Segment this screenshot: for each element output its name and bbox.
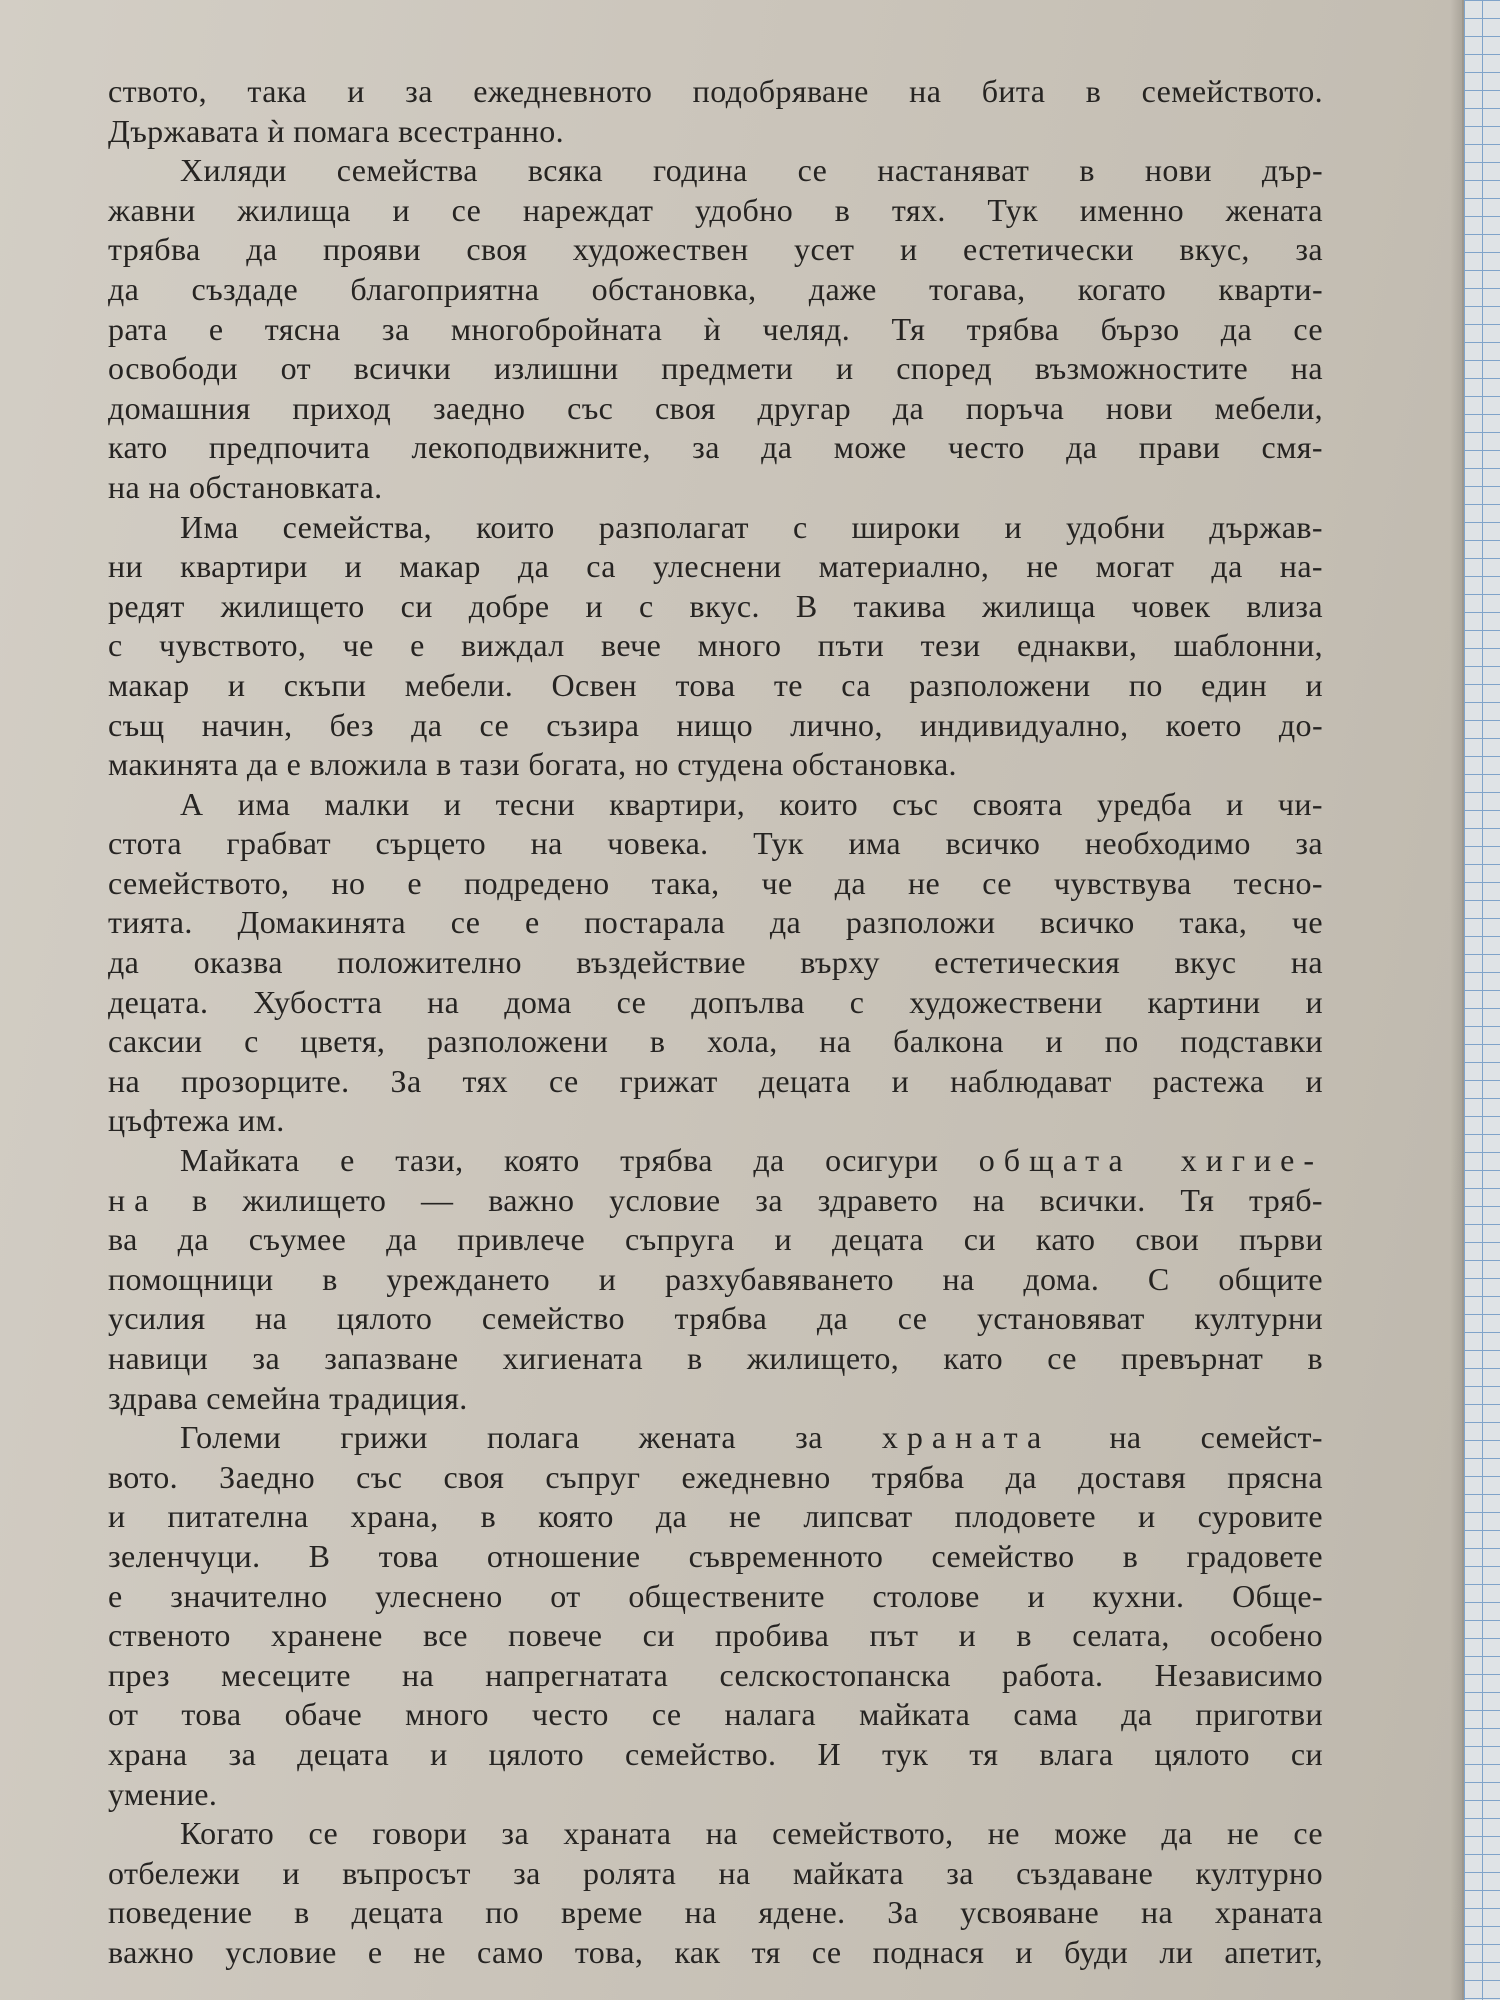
text-line: зеленчуци. В това отношение съвременното семейство в градовете (108, 1537, 1323, 1574)
text-line: стота грабват сърцето на човека. Тук има всичко необходимо за (108, 825, 1323, 862)
text-line: тията. Домакинята се е постарала да разположи всичко така, че (108, 904, 1323, 941)
text-line: важно условие е не само това, как тя се поднася и буди ли апетит, (108, 1933, 1323, 1970)
text-line: навици за запазване хигиената в жилището, като се превърнат в (108, 1340, 1323, 1376)
text-line: ва да съумее да привлече съпруга и децата си като свои първи (108, 1221, 1323, 1258)
text-line: умение. (108, 1775, 218, 1812)
emphasized-text: общата хигие- (978, 1142, 1324, 1179)
text-line: Има семейства, които разполагат с широки и удобни държав- (180, 508, 1323, 545)
text-line: трябва да прояви своя художествен усет и естетически вкус, за (108, 231, 1323, 268)
emphasized-text: на (108, 1181, 158, 1218)
text-line: ни квартири и макар да са улеснени материално, не могат да на- (108, 548, 1323, 585)
text-line: макар и скъпи мебели. Освен това те са разположени по един и (108, 666, 1323, 703)
text-line: децата. Хубостта на дома се допълва с художествени картини и (108, 983, 1323, 1020)
text-line: да оказва положително въздействие върху естетическия вкус на (108, 944, 1323, 981)
text-line: усилия на цялото семейство трябва да се установяват културни (108, 1300, 1323, 1337)
text-line: поведение в децата по време на ядене. За усвояване на храната (108, 1894, 1323, 1931)
text-line: като предпочита лекоподвижните, за да може често да прави смя- (108, 429, 1323, 466)
book-page-text (108, 72, 1323, 1973)
emphasized-text: храната (881, 1419, 1051, 1456)
text-line: семейството, но е подредено така, че да не се чувствува тесно- (108, 864, 1323, 901)
text-line: ственото хранене все повече си пробива път и в селата, особено (108, 1617, 1323, 1654)
text-line: ството, така и за ежедневното подобряване на бита в семейството. (108, 73, 1323, 109)
text-line: вото. Заедно със своя съпруг ежедневно трябва да доставя прясна (108, 1458, 1323, 1495)
text-line: жавни жилища и се нареждат удобно в тях. Тук именно жената (108, 191, 1323, 228)
text-line: здрава семейна традиция. (108, 1379, 468, 1416)
grid-paper-background (1462, 0, 1500, 2000)
text-line (108, 1181, 1323, 1221)
text-line: освободи от всички излишни предмети и според възможностите на (108, 350, 1323, 387)
text-segment: в жилището — важно условие за здравето на всички. Тя тряб- (157, 1181, 1323, 1218)
text-line: цъфтежа им. (108, 1102, 285, 1139)
text-line: домашния приход заедно със своя другар да поръча нови мебели, (108, 389, 1323, 426)
text-segment: Големи грижи полага жената за (180, 1419, 882, 1456)
text-line: същ начин, без да се съзира нищо лично, индивидуално, което до- (108, 706, 1323, 743)
text-line: Държавата ѝ помага всестранно. (108, 112, 565, 149)
text-line: саксии с цветя, разположени в хола, на балкона и по подставки (108, 1023, 1323, 1060)
text-line (108, 1141, 1323, 1181)
text-line: с чувството, че е виждал вече много пъти тези еднакви, шаблонни, (108, 627, 1323, 664)
text-line: макинята да е вложила в тази богата, но студена обстановка. (108, 746, 957, 783)
text-line: от това обаче много често се налага майката сама да приготви (108, 1696, 1323, 1733)
text-segment: на семейст- (1050, 1419, 1323, 1456)
text-segment: Майката е тази, която трябва да осигури (180, 1142, 979, 1179)
text-line: да създаде благоприятна обстановка, даже тогава, когато кварти- (108, 270, 1323, 307)
text-line: на прозорците. За тях се грижат децата и наблюдават растежа и (108, 1062, 1323, 1099)
text-line: Хиляди семейства всяка година се настаняват в нови дър- (180, 152, 1323, 189)
text-line: през месеците на напрегнатата селскостопанска работа. Независимо (108, 1656, 1323, 1693)
text-line: на на обстановката. (108, 468, 383, 505)
text-line: А има малки и тесни квартири, които със своята уредба и чи- (180, 785, 1323, 822)
text-line: храна за децата и цялото семейство. И тук тя влага цялото си (108, 1735, 1323, 1772)
text-line: е значително улеснено от обществените столове и кухни. Обще- (108, 1577, 1323, 1614)
text-line: и питателна храна, в която да не липсват плодовете и суровите (108, 1498, 1323, 1535)
text-line: помощници в уреждането и разхубавяването на дома. С общите (108, 1260, 1323, 1297)
text-line: отбележи и въпросът за ролята на майката за създаване културно (108, 1854, 1323, 1891)
text-line: редят жилището си добре и с вкус. В такива жилища човек влиза (108, 587, 1323, 624)
text-line: Когато се говори за храната на семейството, не може да не се (180, 1815, 1323, 1852)
text-line (108, 1418, 1323, 1458)
text-line: рата е тясна за многобройната ѝ челяд. Тя трябва бързо да се (108, 310, 1323, 347)
